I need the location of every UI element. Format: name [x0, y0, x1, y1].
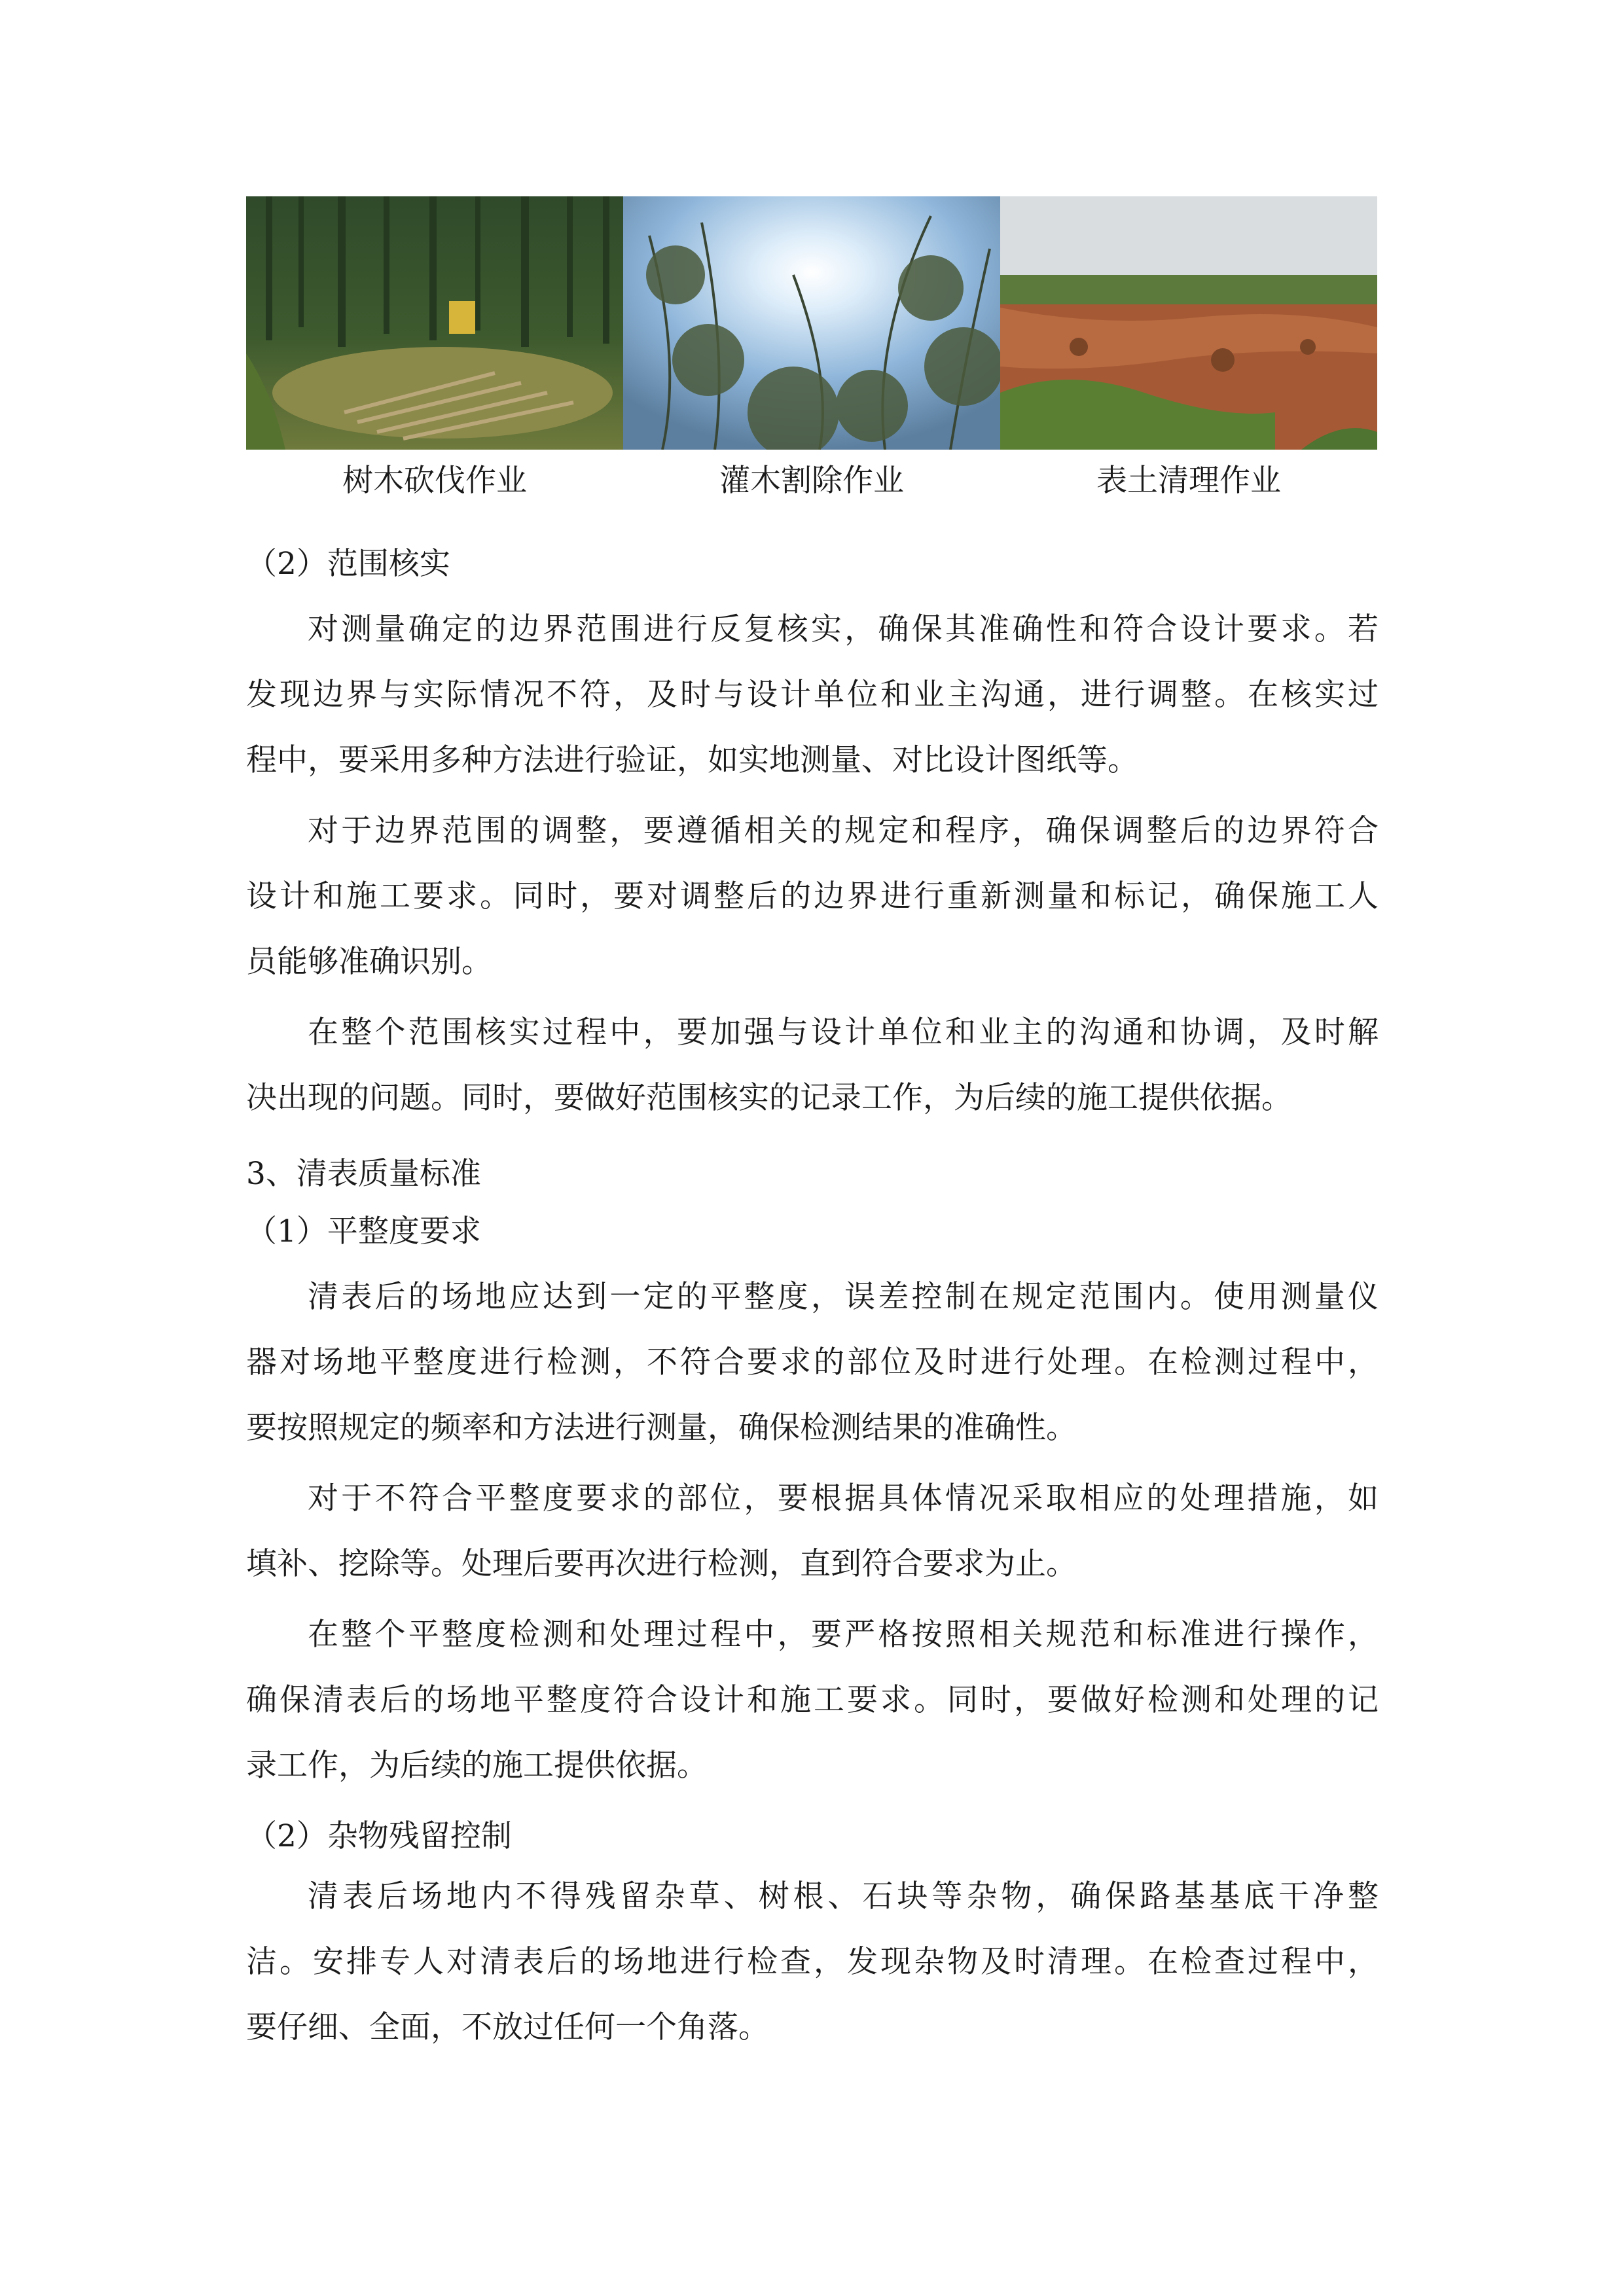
paragraph-line: 在整个平整度检测和处理过程中，要严格按照相关规范和标准进行操作， [308, 1617, 1379, 1653]
section-heading-scope-verification: （2）范围核实 [246, 546, 450, 582]
paragraph-line: 要按照规定的频率和方法进行测量，确保检测结果的准确性。 [246, 1410, 1077, 1446]
tree-felling-photo [246, 196, 623, 450]
section-heading-clearing-quality: 3、清表质量标准 [246, 1156, 481, 1192]
paragraph-line: 对于边界范围的调整，要遵循相关的规定和程序，确保调整后的边界符合 [308, 813, 1379, 849]
paragraph-line: 器对场地平整度进行检测，不符合要求的部位及时进行处理。在检测过程中， [246, 1344, 1379, 1380]
caption-tree-felling: 树木砍伐作业 [342, 463, 527, 499]
paragraph-line: 清表后的场地应达到一定的平整度，误差控制在规定范围内。使用测量仪 [308, 1279, 1379, 1315]
caption-topsoil-clearing: 表土清理作业 [1096, 463, 1281, 499]
paragraph-line: 决出现的问题。同时，要做好范围核实的记录工作，为后续的施工提供依据。 [246, 1080, 1292, 1116]
paragraph-line: 程中，要采用多种方法进行验证，如实地测量、对比设计图纸等。 [246, 742, 1138, 778]
paragraph-line: 对于不符合平整度要求的部位，要根据具体情况采取相应的处理措施，如 [308, 1480, 1379, 1516]
paragraph-line: 发现边界与实际情况不符，及时与设计单位和业主沟通，进行调整。在核实过 [246, 677, 1379, 713]
caption-shrub-clearing: 灌木割除作业 [719, 463, 904, 499]
paragraph-line: 员能够准确识别。 [246, 944, 492, 980]
paragraph-line: 要仔细、全面，不放过任何一个角落。 [246, 2009, 769, 2045]
paragraph-line: 洁。安排专人对清表后的场地进行检查，发现杂物及时清理。在检查过程中， [246, 1944, 1379, 1980]
paragraph-line: 设计和施工要求。同时，要对调整后的边界进行重新测量和标记，确保施工人 [246, 878, 1379, 914]
paragraph-line: 填补、挖除等。处理后要再次进行检测，直到符合要求为止。 [246, 1546, 1077, 1582]
shrub-clearing-photo [623, 196, 1000, 450]
paragraph-line: 对测量确定的边界范围进行反复核实，确保其准确性和符合设计要求。若 [308, 611, 1379, 647]
topsoil-clearing-photo [1000, 196, 1377, 450]
photo-captions [246, 458, 1379, 504]
paragraph-line: 录工作，为后续的施工提供依据。 [246, 1748, 708, 1784]
subheading-debris-control: （2）杂物残留控制 [246, 1818, 512, 1854]
subheading-flatness: （1）平整度要求 [246, 1213, 481, 1249]
paragraph-line: 在整个范围核实过程中，要加强与设计单位和业主的沟通和协调，及时解 [308, 1014, 1379, 1050]
paragraph-line: 清表后场地内不得残留杂草、树根、石块等杂物，确保路基基底干净整 [308, 1878, 1379, 1914]
paragraph-line: 确保清表后的场地平整度符合设计和施工要求。同时，要做好检测和处理的记 [246, 1682, 1379, 1718]
photo-strip [246, 196, 1379, 450]
